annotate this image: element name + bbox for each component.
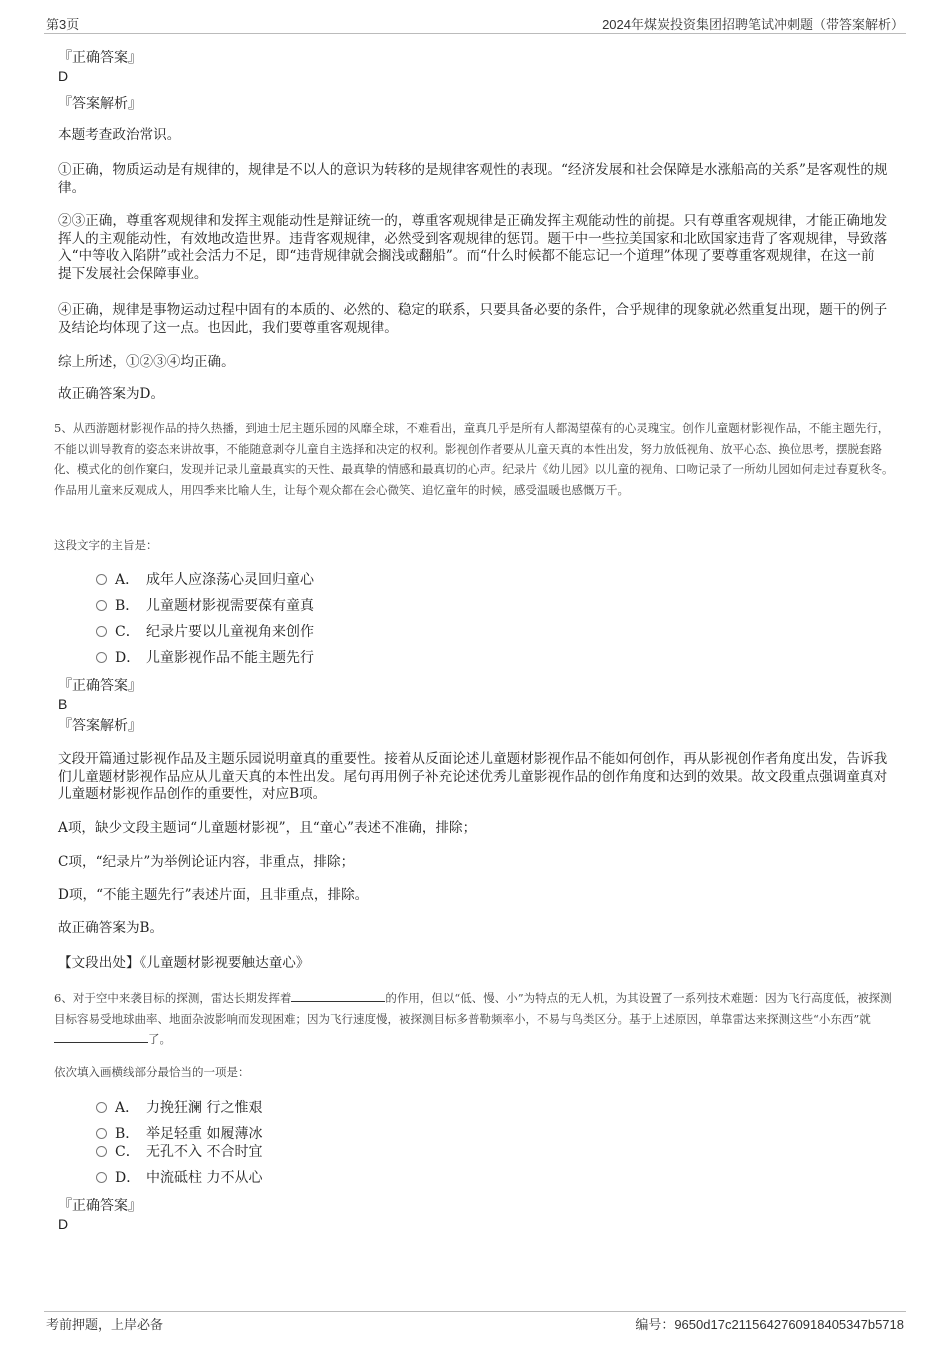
- fill-blank: [291, 991, 385, 1002]
- option-a[interactable]: A． 力挽狂澜 行之惟艰: [96, 1099, 262, 1117]
- option-d[interactable]: D． 儿童影视作品不能主题先行: [96, 649, 314, 667]
- answer-label: 『正确答案』: [58, 50, 142, 66]
- answer-label: 『正确答案』: [58, 1198, 142, 1214]
- option-d[interactable]: D． 中流砥柱 力不从心: [96, 1169, 262, 1187]
- radio-icon[interactable]: [96, 1128, 107, 1139]
- page-number: 第3页: [46, 17, 80, 32]
- option-c[interactable]: C． 无孔不入 不合时宜: [96, 1143, 262, 1161]
- footer-divider: [44, 1311, 906, 1312]
- analysis-paragraph: C项，“纪录片”为举例论证内容，非重点，排除；: [58, 854, 355, 870]
- analysis-paragraph: ①正确，物质运动是有规律的，规律是不以人的意识为转移的是规律客观性的表现。“经济发展和社会保障是水涨船高的关系”是客观性的规律。: [58, 162, 888, 196]
- analysis-paragraph: D项，“不能主题先行”表述片面，且非重点，排除。: [58, 887, 369, 903]
- radio-icon[interactable]: [96, 626, 107, 637]
- radio-icon[interactable]: [96, 1172, 107, 1183]
- source-citation: 【文段出处】《儿童题材影视要触达童心》: [58, 955, 310, 971]
- analysis-label: 『答案解析』: [58, 96, 142, 112]
- answer-label: 『正确答案』: [58, 678, 142, 694]
- analysis-paragraph: 文段开篇通过影视作品及主题乐园说明童真的重要性。接着从反面论述儿童题材影视作品不能如何创作，再从影视创作者角度出发，告诉我们儿童题材影视作品应从儿童天真的本性出发。尾句再用例子补充论述优秀儿童影视作品的创作角度和达到的效果。故文段重点强调童真对儿童题材影视作品创作的重要性，对应B项。: [58, 751, 888, 802]
- question-stem: 6、对于空中来袭目标的探测，雷达长期发挥着 的作用，但以“低、慢、小”为特点的无人机，为其设置了一系列技术难题：因为飞行高度低，被探测目标容易受地球曲率、地面杂波影响而发现困难；因为飞行速度慢，被探测目标多普勒频率小，不易与鸟类区分。基于上述原因，单靠雷达来探测这些“小东西”就了。: [54, 991, 892, 1046]
- radio-icon[interactable]: [96, 574, 107, 585]
- analysis-paragraph: 本题考查政治常识。: [58, 127, 181, 143]
- analysis-paragraph: ④正确，规律是事物运动过程中固有的本质的、必然的、稳定的联系，只要具备必要的条件，合乎规律的现象就必然重复出现，题干的例子及结论均体现了这一点。也因此，我们要尊重客观规律。: [58, 302, 888, 336]
- radio-icon[interactable]: [96, 1146, 107, 1157]
- footer-slogan: 考前押题，上岸必备: [46, 1317, 164, 1332]
- header-divider: [44, 33, 906, 34]
- answer-value: B: [58, 696, 68, 712]
- option-c[interactable]: C． 纪录片要以儿童视角来创作: [96, 623, 314, 641]
- question-prompt: 依次填入画横线部分最恰当的一项是：: [54, 1065, 250, 1079]
- question-stem: 5、从西游题材影视作品的持久热播，到迪士尼主题乐园的风靡全球，不难看出，童真几乎是所有人都渴望葆有的心灵瑰宝。创作儿童题材影视作品，不能主题先行，不能以训导教育的姿态来讲故事，不能随意剥夺儿童自主选择和决定的权利。影视创作者要从儿童天真的本性出发，努力放低视角、放平心态、换位思考，摆脱套路化、模式化的创作窠臼，发现并记录儿童最真实的天性、最真挚的情感和最真切的心声。纪录片《幼儿园》以儿童的视角、口吻记录了一所幼儿园如何走过春夏秋冬。作品用儿童来反观成人，用四季来比喻人生，让每个观众都在会心微笑、追忆童年的时候，感受温暖也感慨万千。: [54, 421, 894, 497]
- radio-icon[interactable]: [96, 1102, 107, 1113]
- analysis-paragraph: 综上所述，①②③④均正确。: [58, 354, 235, 370]
- radio-icon[interactable]: [96, 600, 107, 611]
- analysis-label: 『答案解析』: [58, 718, 142, 734]
- analysis-conclusion: 故正确答案为D。: [58, 386, 165, 402]
- radio-icon[interactable]: [96, 652, 107, 663]
- option-b[interactable]: B． 儿童题材影视需要葆有童真: [96, 597, 314, 615]
- answer-value: D: [58, 1216, 69, 1232]
- document-code: 编号：9650d17c2115642760918405347b5718: [635, 1317, 904, 1332]
- document-title: 2024年煤炭投资集团招聘笔试冲刺题（带答案解析）: [602, 17, 904, 32]
- analysis-paragraph: A项，缺少文段主题词“儿童题材影视”，且“童心”表述不准确，排除；: [58, 820, 477, 836]
- analysis-conclusion: 故正确答案为B。: [58, 920, 164, 936]
- analysis-paragraph: ②③正确，尊重客观规律和发挥主观能动性是辩证统一的，尊重客观规律是正确发挥主观能动性的前提。只有尊重客观规律，才能正确地发挥人的主观能动性，有效地改造世界。违背客观规律，必然受到客观规律的惩罚。题干中一些拉美国家和北欧国家违背了客观规律，导致落入“中等收入陷阱”或社会活力不足，即“违背规律就会搁浅或翻船”。而“什么时候都不能忘记一个道理”体现了要尊重客观规律，在这一前提下发展社会保障事业。: [58, 213, 888, 282]
- fill-blank: [54, 1032, 148, 1043]
- question-prompt: 这段文字的主旨是：: [54, 538, 158, 552]
- option-a[interactable]: A． 成年人应涤荡心灵回归童心: [96, 571, 314, 589]
- option-b[interactable]: B． 举足轻重 如履薄冰: [96, 1125, 262, 1143]
- answer-value: D: [58, 68, 69, 84]
